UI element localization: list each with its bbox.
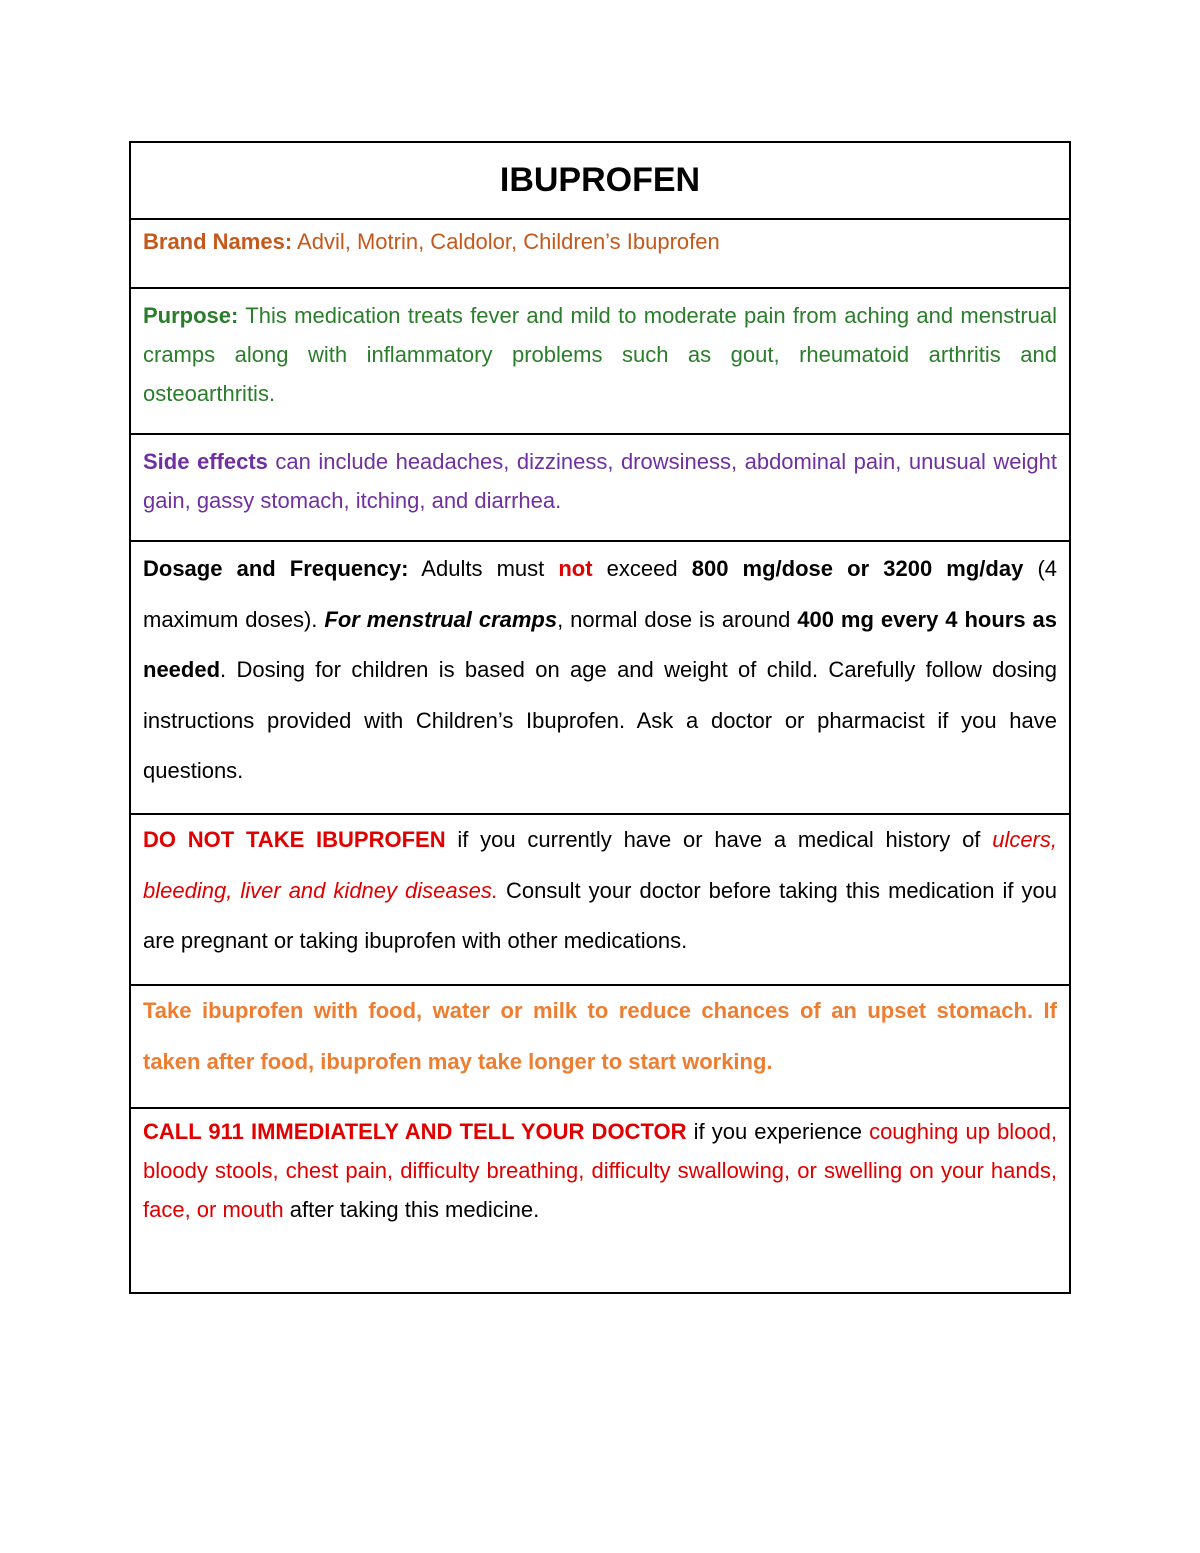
dosage-max-limit: 800 mg/dose or 3200 mg/day (691, 556, 1024, 581)
do-not-take-cell (130, 814, 1070, 985)
brand-names-text: Advil, Motrin, Caldolor, Children’s Ibuprofen (292, 229, 720, 254)
dosage-menstrual-label: For menstrual cramps (324, 606, 558, 632)
side-effects-row (130, 434, 1070, 541)
do-not-take-conditions: ulcers, bleeding, liver and kidney diseases. (143, 827, 1057, 903)
emergency-cell (130, 1108, 1070, 1293)
do-not-take-row (130, 814, 1070, 985)
purpose-row (130, 288, 1070, 434)
dosage-label: Dosage and Frequency: (143, 556, 409, 581)
food-advice-cell: Take ibuprofen with food, water or milk to reduce chances of an upset stomach. If taken after food, ibuprofen may take longer to start working. (130, 985, 1070, 1108)
side-effects-label: Side effects (143, 449, 268, 474)
side-effects-cell (130, 434, 1070, 541)
brand-names-label: Brand Names: (143, 229, 293, 254)
brand-names-row (130, 219, 1070, 288)
dosage-cell (130, 541, 1070, 814)
dosage-normal-dose: 400 mg every 4 hours as needed (143, 606, 1057, 682)
dosage-row (130, 541, 1070, 814)
emergency-text-1: if you experience (686, 1119, 870, 1144)
title-row (130, 142, 1070, 219)
emergency-row (130, 1108, 1070, 1293)
purpose-label: Purpose: (143, 303, 239, 328)
emergency-symptoms: coughing up blood, bloody stools, chest pain, difficulty breathing, difficulty swallowing, or swelling on your hands, face, or mouth (143, 1119, 1058, 1222)
do-not-take-text-2: Consult your doctor before taking this medication if you are pregnant or taking ibuprofen with other medications. (143, 877, 1058, 953)
purpose-cell (130, 288, 1070, 434)
brand-names-cell (130, 219, 1070, 288)
dosage-text-3: (4 maximum doses). (143, 556, 1058, 632)
dosage-text-2: exceed (592, 556, 692, 581)
dosage-text-5: . Dosing for children is based on age and weight of child. Carefully follow dosing instructions provided with Children’s Ibuprofen. Ask a doctor or pharmacist if you have questions. (143, 657, 1057, 783)
medication-info-table (129, 141, 1071, 1294)
dosage-not-emphasis: not (558, 556, 593, 581)
drug-title: IBUPROFEN (130, 142, 1070, 219)
do-not-take-text-1: if you currently have or have a medical history of (445, 827, 993, 852)
food-advice-row (130, 985, 1070, 1108)
dosage-text-4: , normal dose is around (557, 606, 798, 632)
do-not-take-label: DO NOT TAKE IBUPROFEN (143, 827, 446, 852)
dosage-text-1: Adults must (408, 556, 559, 581)
purpose-text: This medication treats fever and mild to moderate pain from aching and menstrual cramps along with inflammatory problems such as gout, rheumatoid arthritis and osteoarthritis. (143, 303, 1057, 406)
emergency-label: CALL 911 IMMEDIATELY AND TELL YOUR DOCTOR (143, 1119, 687, 1144)
emergency-text-2: after taking this medicine. (283, 1197, 540, 1222)
side-effects-text: can include headaches, dizziness, drowsiness, abdominal pain, unusual weight gain, gassy stomach, itching, and diarrhea. (143, 449, 1057, 513)
